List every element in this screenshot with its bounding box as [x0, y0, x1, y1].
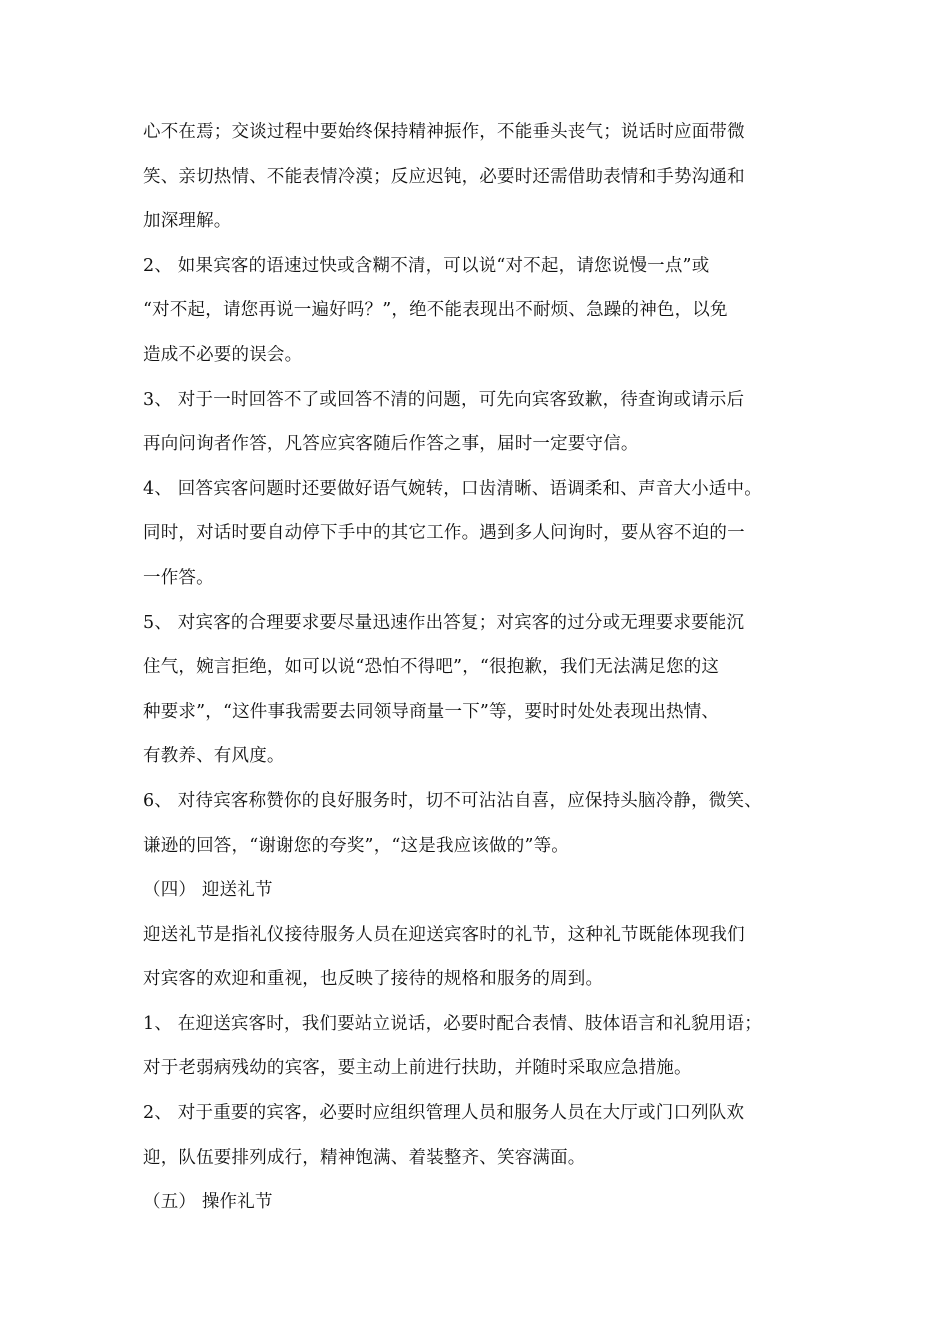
text-line: 同时，对话时要自动停下手中的其它工作。遇到多人问询时，要从容不迫的一	[143, 523, 745, 544]
list-item-5: 5、 对宾客的合理要求要尽量迅速作出答复；对宾客的过分或无理要求要能沉	[143, 612, 745, 633]
document-body	[143, 110, 813, 1225]
text-line: 对宾客的欢迎和重视，也反映了接待的规格和服务的周到。	[143, 969, 604, 990]
text-line: 谦逊的回答，“谢谢您的夸奖”，“这是我应该做的”等。	[143, 835, 569, 856]
list-item-2: 2、 如果宾客的语速过快或含糊不清，可以说“对不起，请您说慢一点”或	[143, 255, 710, 276]
text-line: 住气，婉言拒绝，如可以说“恐怕不得吧”，“很抱歉，我们无法满足您的这	[143, 657, 720, 678]
list-item-1: 1、 在迎送宾客时，我们要站立说话，必要时配合表情、肢体语言和礼貌用语；	[143, 1013, 762, 1034]
text-line: 造成不必要的误会。	[143, 344, 303, 365]
text-line: 对于老弱病残幼的宾客，要主动上前进行扶助，并随时采取应急措施。	[143, 1058, 692, 1079]
text-line: 迎送礼节是指礼仪接待服务人员在迎送宾客时的礼节，这种礼节既能体现我们	[143, 924, 745, 945]
section-heading-5: （五） 操作礼节	[143, 1192, 273, 1213]
text-line: 一作答。	[143, 567, 214, 588]
text-line: 有教养、有风度。	[143, 746, 285, 767]
text-line: 种要求”，“这件事我需要去同领导商量一下”等，要时时处处表现出热情、	[143, 701, 720, 722]
text-line: 心不在焉；交谈过程中要始终保持精神振作，不能垂头丧气；说话时应面带微	[143, 122, 745, 142]
section-heading-4: （四） 迎送礼节	[143, 880, 273, 901]
list-item-6: 6、 对待宾客称赞你的良好服务时，切不可沾沾自喜，应保持头脑冷静，微笑、	[143, 790, 762, 811]
list-item-2: 2、 对于重要的宾客，必要时应组织管理人员和服务人员在大厅或门口列队欢	[143, 1103, 745, 1124]
list-item-3: 3、 对于一时回答不了或回答不清的问题，可先向宾客致歉，待查询或请示后	[143, 389, 745, 410]
text-line: 笑、亲切热情、不能表情冷漠；反应迟钝，必要时还需借助表情和手势沟通和	[143, 166, 745, 187]
text-line: 迎，队伍要排列成行，精神饱满、着装整齐、笑容满面。	[143, 1147, 586, 1168]
text-line: “对不起，请您再说一遍好吗？”，绝不能表现出不耐烦、急躁的神色，以免	[143, 300, 728, 321]
text-line: 加深理解。	[143, 211, 232, 232]
text-line: 再向问询者作答，凡答应宾客随后作答之事，届时一定要守信。	[143, 434, 639, 455]
list-item-4: 4、 回答宾客问题时还要做好语气婉转，口齿清晰、语调柔和、声音大小适中。	[143, 478, 762, 499]
